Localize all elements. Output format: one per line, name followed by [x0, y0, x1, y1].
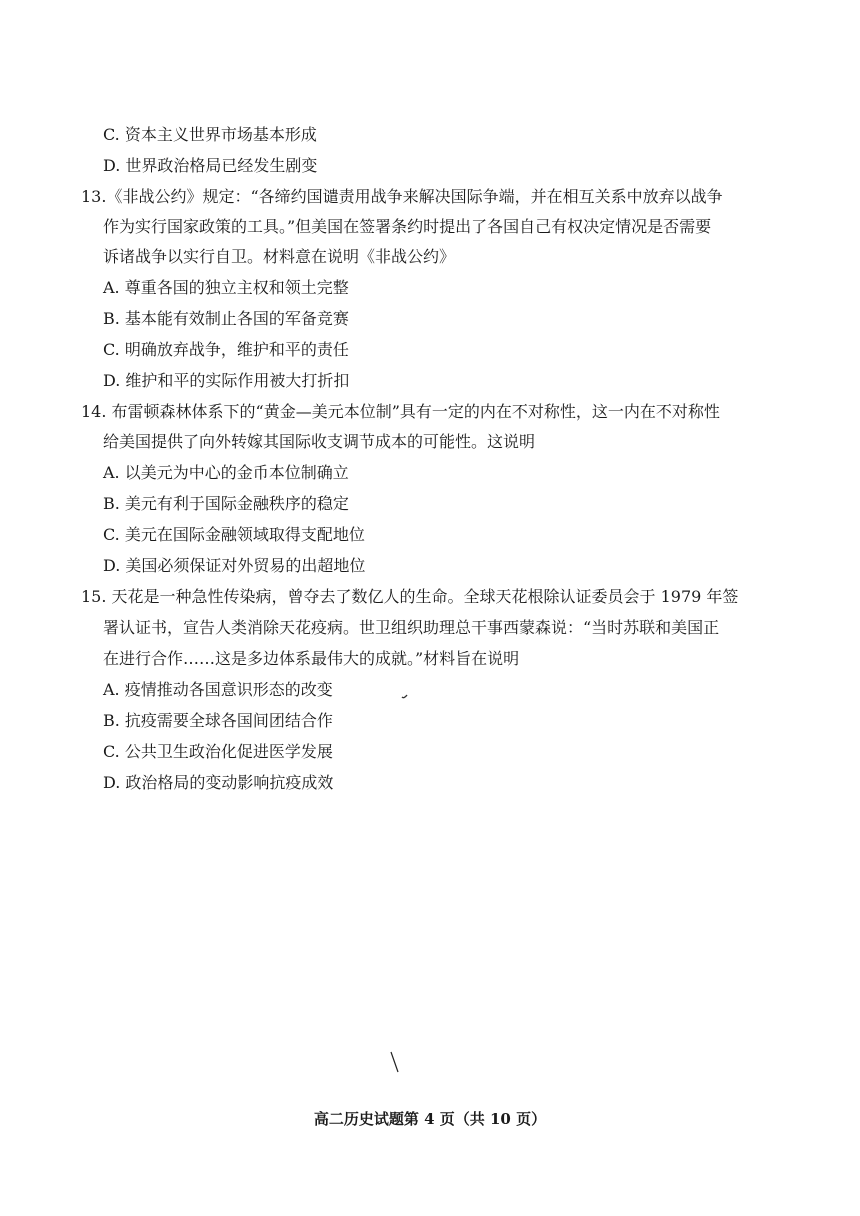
q15-stem-line-1: 15. 天花是一种急性传染病，曾夺去了数亿人的生命。全球天花根除认证委员会于 1979 年签: [81, 587, 739, 606]
q13-stem-line-1: 13.《非战公约》规定：“各缔约国谴责用战争来解决国际争端，并在相互关系中放弃以战争: [81, 187, 723, 206]
q14-option-a: A. 以美元为中心的金币本位制确立: [103, 463, 349, 482]
q14-stem-line-1: 14. 布雷顿森林体系下的“黄金—美元本位制”具有一定的内在不对称性，这一内在不对称性: [81, 402, 720, 421]
page-footer: 高二历史试题第 4 页（共 10 页）: [313, 1110, 547, 1128]
q13-option-c: C. 明确放弃战争，维护和平的责任: [103, 340, 349, 359]
q13-option-d: D. 维护和平的实际作用被大打折扣: [103, 371, 350, 390]
q13-stem-line-2: 作为实行国家政策的工具。”但美国在签署条约时提出了各国自己有权决定情况是否需要: [103, 217, 712, 236]
q15-option-a: A. 疫情推动各国意识形态的改变: [103, 680, 333, 699]
q15-option-c: C. 公共卫生政治化促进医学发展: [103, 742, 333, 761]
q15-option-b: B. 抗疫需要全球各国间团结合作: [103, 711, 333, 730]
prev-option-c: C. 资本主义世界市场基本形成: [103, 125, 317, 144]
q14-option-c: C. 美元在国际金融领域取得支配地位: [103, 525, 365, 544]
q14-stem-line-2: 给美国提供了向外转嫁其国际收支调节成本的可能性。这说明: [103, 432, 536, 451]
q15-stem-line-2: 署认证书，宣告人类消除天花疫病。世卫组织助理总干事西蒙森说：“当时苏联和美国正: [103, 618, 720, 637]
q14-option-b: B. 美元有利于国际金融秩序的稳定: [103, 494, 349, 513]
q13-option-a: A. 尊重各国的独立主权和领土完整: [103, 278, 349, 297]
q15-option-d: D. 政治格局的变动影响抗疫成效: [103, 773, 334, 792]
q14-option-d: D. 美国必须保证对外贸易的出超地位: [103, 556, 366, 575]
prev-option-d: D. 世界政治格局已经发生剧变: [103, 156, 318, 175]
scan-stray-stroke: [388, 1050, 402, 1076]
q13-stem-line-3: 诉诸战争以实行自卫。材料意在说明《非战公约》: [103, 247, 456, 266]
scan-speck-mark: [400, 692, 410, 700]
q13-option-b: B. 基本能有效制止各国的军备竞赛: [103, 309, 349, 328]
q15-stem-line-3: 在进行合作……这是多边体系最伟大的成就。”材料旨在说明: [103, 649, 520, 668]
